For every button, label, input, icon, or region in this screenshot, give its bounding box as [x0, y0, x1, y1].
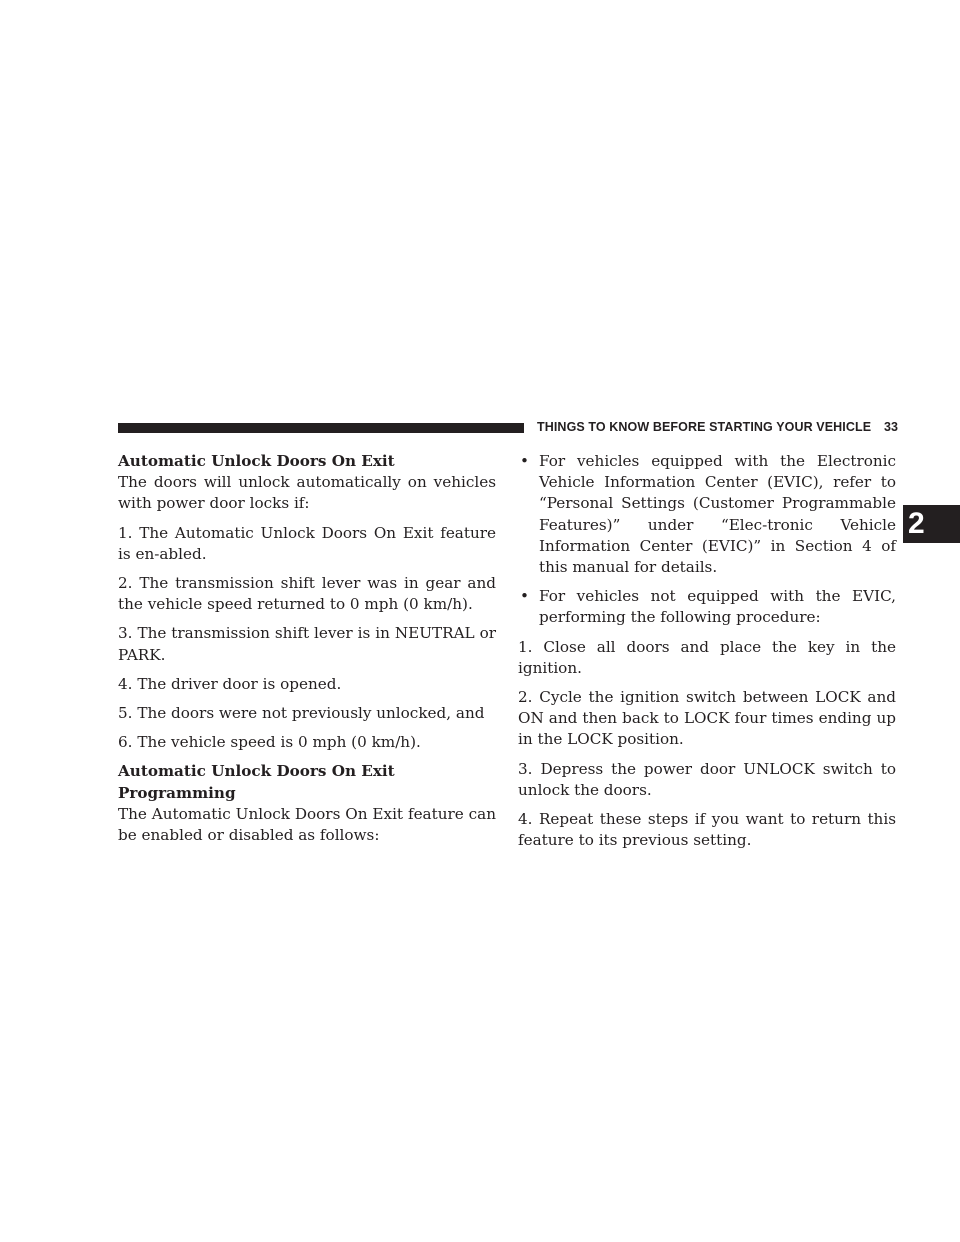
bullet-item [518, 451, 896, 578]
bullet-text: For vehicles equipped with the Electronic Vehicle Information Center (EVIC), refer to “Personal Settings (Customer Programmable Features)” under “Elec-tronic Vehicle Information Center (EVIC)” in Section 4 of this manual for details. [539, 452, 896, 577]
bullet-text: For vehicles not equipped with the EVIC, performing the following procedure: [539, 587, 896, 627]
procedure-step: 3. Depress the power door UNLOCK switch to unlock the doors. [518, 759, 896, 799]
condition-item: 1. The Automatic Unlock Doors On Exit feature is en-abled. [118, 523, 496, 563]
section-block-unlock-on-exit [118, 451, 496, 515]
procedure-step: 2. Cycle the ignition switch between LOCK and ON and then back to LOCK four times ending up in the LOCK position. [518, 688, 896, 749]
condition-item: 6. The vehicle speed is 0 mph (0 km/h). [118, 733, 421, 752]
programming-intro: The Automatic Unlock Doors On Exit feature can be enabled or disabled as follows: [118, 804, 496, 845]
section-heading-unlock-on-exit: Automatic Unlock Doors On Exit [118, 452, 395, 470]
page-number: 33 [884, 420, 898, 434]
section-block-programming [118, 761, 496, 846]
right-column [518, 451, 896, 859]
bullet-item [518, 586, 896, 628]
header-rule [118, 423, 524, 433]
condition-item: 5. The doors were not previously unlocked, and [118, 704, 485, 723]
procedure-step: 1. Close all doors and place the key in the ignition. [518, 637, 896, 677]
condition-item: 2. The transmission shift lever was in gear and the vehicle speed returned to 0 mph (0 km/h). [118, 574, 496, 614]
chapter-title: THINGS TO KNOW BEFORE STARTING YOUR VEHICLE [537, 420, 872, 434]
bullet-icon: • [520, 587, 529, 606]
condition-item: 4. The driver door is opened. [118, 674, 342, 693]
condition-item: 3. The transmission shift lever is in NEUTRAL or PARK. [118, 624, 496, 664]
section-tab: 2 [903, 505, 960, 543]
procedure-step: 4. Repeat these steps if you want to return this feature to its previous setting. [518, 810, 896, 850]
left-column [118, 451, 496, 846]
bullet-icon: • [520, 452, 529, 470]
section-heading-programming: Automatic Unlock Doors On Exit Programming [118, 762, 395, 802]
intro-paragraph: The doors will unlock automatically on vehicles with power door locks if: [118, 473, 496, 513]
